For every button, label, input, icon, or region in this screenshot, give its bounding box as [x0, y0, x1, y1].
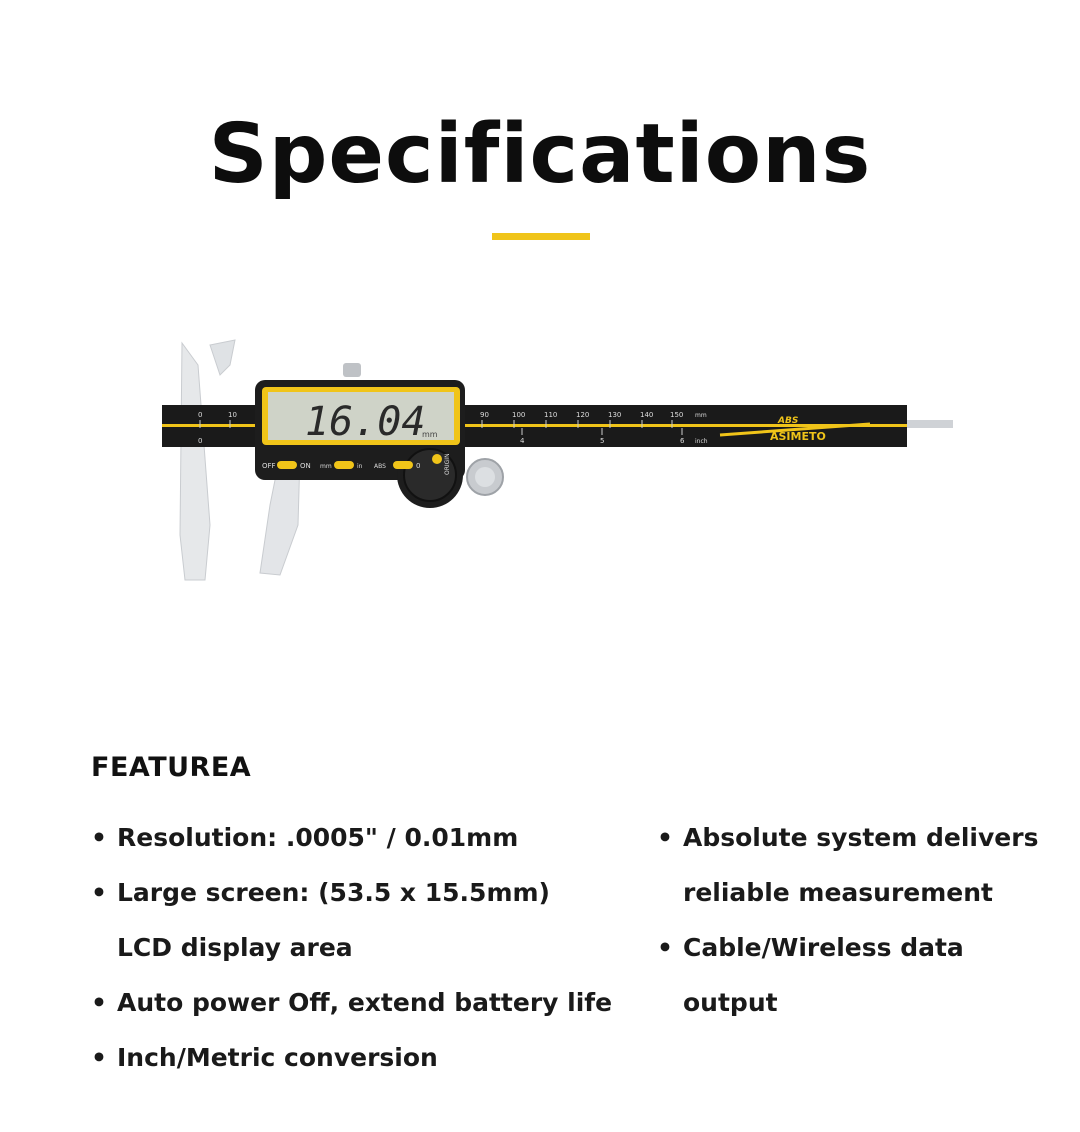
feature-text-continued: LCD display area: [117, 933, 353, 962]
feature-item: [91, 1030, 651, 1085]
title-underline: [492, 233, 590, 240]
feature-item: [657, 810, 1077, 920]
bullet: •: [657, 823, 673, 852]
scale-label: 130: [608, 411, 622, 419]
bullet: •: [91, 823, 107, 852]
off-label: OFF: [262, 462, 276, 470]
scale-label: 150: [670, 411, 684, 419]
feature-text-continued: reliable measurement: [683, 878, 994, 907]
features-heading: FEATUREA: [91, 752, 252, 783]
feature-item: [91, 810, 651, 865]
feature-text: Resolution: .0005" / 0.01mm: [117, 823, 519, 852]
on-label: ON: [300, 462, 311, 470]
bullet: •: [657, 933, 673, 962]
scale-label: 140: [640, 411, 654, 419]
scale-label: 6: [680, 437, 685, 445]
feature-text: Inch/Metric conversion: [117, 1043, 438, 1072]
scale-label: 0: [198, 411, 203, 419]
scale-label: inch: [695, 438, 708, 445]
abs-label: ABS: [374, 463, 386, 470]
scale-label: mm: [695, 412, 707, 419]
scale-label: 100: [512, 411, 526, 419]
scale-label: 120: [576, 411, 590, 419]
feature-item: [91, 975, 651, 1030]
scale-label: 90: [480, 411, 489, 419]
zero-label: 0: [416, 462, 421, 470]
scale-label: 4: [520, 437, 525, 445]
feature-text: Cable/Wireless data: [683, 933, 964, 962]
bullet: •: [91, 1043, 107, 1072]
scale-label: 5: [600, 437, 605, 445]
scale-label: 0: [198, 437, 203, 445]
brand-name: ASIMETO: [770, 430, 826, 443]
in-label: in: [357, 463, 363, 470]
lcd-unit: mm: [422, 430, 438, 439]
features-list-left: [91, 810, 651, 1085]
feature-item: [657, 920, 1077, 1030]
feature-text-continued: output: [683, 988, 778, 1017]
lcd-reading: 16.04: [305, 399, 426, 445]
digital-caliper-image: [150, 325, 960, 590]
features-list-right: [657, 810, 1077, 1030]
origin-label: ORIGIN: [444, 453, 451, 475]
mm-label: mm: [320, 463, 332, 470]
feature-text: Large screen: (53.5 x 15.5mm): [117, 878, 550, 907]
abs-mark: ABS: [778, 416, 799, 426]
feature-text: Absolute system delivers: [683, 823, 1039, 852]
feature-item: [91, 865, 651, 975]
scale-label: 10: [228, 411, 237, 419]
bullet: •: [91, 878, 107, 907]
scale-label: 110: [544, 411, 558, 419]
feature-text: Auto power Off, extend battery life: [117, 988, 613, 1017]
page-title: Specifications: [208, 107, 872, 202]
bullet: •: [91, 988, 107, 1017]
